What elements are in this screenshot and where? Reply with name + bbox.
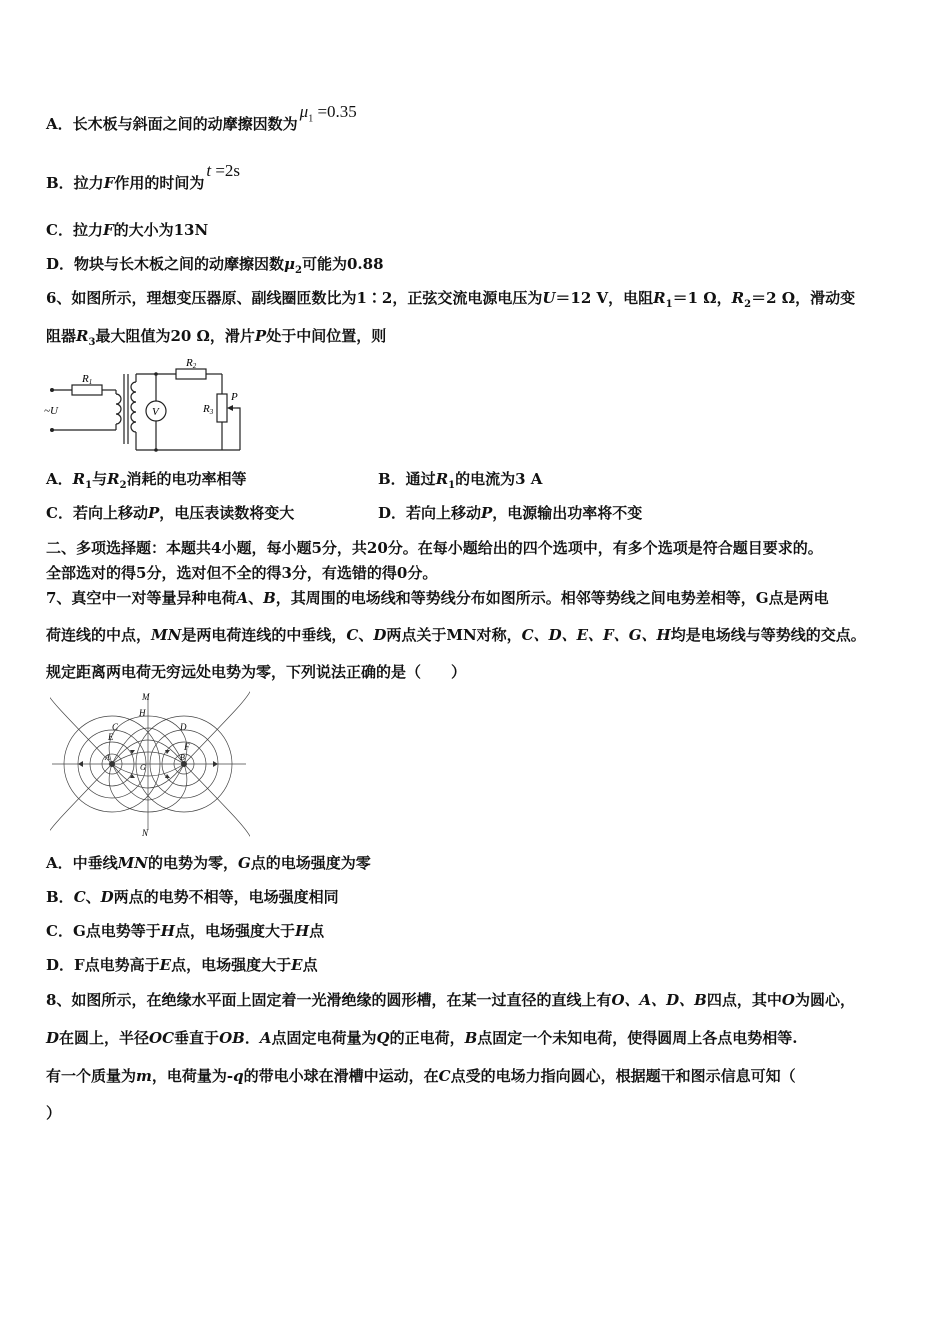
circuit-r3-label: R3 <box>203 403 214 416</box>
q8-stem-line-1: 8、如图所示，在绝缘水平面上固定着一光滑绝缘的圆形槽，在某一过直径的直线上有O、A、D、B四点，其中O为圆心， <box>46 991 855 1009</box>
q6-option-b: B．通过$R_1$的电流为3 A <box>378 470 543 491</box>
fig-label-d: D <box>180 722 187 732</box>
fig-label-h: H <box>139 708 146 718</box>
fig-label-f: F <box>184 742 190 752</box>
fig-label-a: A <box>105 753 110 762</box>
fig-label-n: N <box>142 828 149 838</box>
q5-option-a-text: A．长木板与斜面之间的动摩擦因数为 <box>46 115 298 133</box>
q6-stem-line-1: 6、如图所示，理想变压器原、副线圈匝数比为1∶2，正弦交流电源电压为U＝12 V，电阻$R_1=1$ Ω，$R_2=2$ Ω，滑动变 <box>46 289 856 310</box>
fig-label-b: B <box>180 753 185 762</box>
fig-label-m: M <box>142 692 150 702</box>
q6-circuit-diagram <box>40 352 260 452</box>
q7-option-c: C．G点电势等于H点，电场强度大于H点 <box>46 922 325 940</box>
circuit-voltmeter-label: V <box>152 406 159 418</box>
q7-option-b: B．C、D两点的电势不相等，电场强度相同 <box>46 888 339 906</box>
q7-stem-line-1: 7、真空中一对等量异种电荷A、B，其周围的电场线和等势线分布如图所示。相邻等势线之间电势差相等，G点是两电 <box>46 589 829 607</box>
q6-option-a: A．$R_1$与$R_2$消耗的电功率相等 <box>46 470 247 491</box>
q5-option-b-formula: t =2s <box>206 161 241 180</box>
q7-option-d: D．F点电势高于E点，电场强度大于E点 <box>46 956 318 974</box>
circuit-r1-label: R1 <box>82 373 93 386</box>
q6-stem-line-2: 阻器$R_3$最大阻值为20 Ω，滑片P处于中间位置，则 <box>46 327 387 348</box>
q5-option-d: D．物块与长木板之间的动摩擦因数$\mu_2$可能为0.88 <box>46 255 384 276</box>
fig-label-g: G <box>140 763 146 772</box>
q6-option-c: C．若向上移动P，电压表读数将变大 <box>46 504 295 522</box>
section2-heading-line-2: 全部选对的得5分，选对但不全的得3分，有选错的得0分。 <box>46 564 438 582</box>
q5-option-a-formula: $\mu_1 =0.35$ <box>299 102 357 125</box>
q8-stem-line-4: ） <box>46 1104 62 1122</box>
q7-option-a: A．中垂线MN的电势为零，G点的电场强度为零 <box>46 854 371 872</box>
section2-heading-line-1: 二、多项选择题：本题共4小题，每小题5分，共20分。在每小题给出的四个选项中，有多个选项是符合题目要求的。 <box>46 539 823 557</box>
q8-stem-line-2: D在圆上，半径OC垂直于OB．A点固定电荷量为Q的正电荷，B点固定一个未知电荷，使得圆周上各点电势相等. <box>46 1029 798 1047</box>
q5-option-b: B．拉力F作用的时间为t =2s <box>46 161 241 192</box>
q5-option-c: C．拉力F的大小为13N <box>46 221 209 239</box>
fig-label-e: E <box>108 732 114 742</box>
q5-option-a <box>46 102 357 141</box>
circuit-r2-label: R2 <box>186 357 197 370</box>
q8-stem-line-3: 有一个质量为m，电荷量为-q的带电小球在滑槽中运动，在C点受的电场力指向圆心，根据题干和图示信息可知（ <box>46 1067 796 1085</box>
fig-label-c: C <box>112 722 119 732</box>
q7-stem-line-3: 规定距离两电荷无穷远处电势为零，下列说法正确的是（ ） <box>46 663 467 681</box>
circuit-source-label: ~U <box>44 405 58 417</box>
circuit-p-label: P <box>231 391 238 403</box>
q7-stem-line-2: 荷连线的中点，MN是两电荷连线的中垂线，C、D两点关于MN对称，C、D、E、F、G、H均是电场线与等势线的交点。 <box>46 626 866 644</box>
q7-field-line-diagram <box>50 690 250 838</box>
q6-option-d: D．若向上移动P，电源输出功率将不变 <box>378 504 643 522</box>
